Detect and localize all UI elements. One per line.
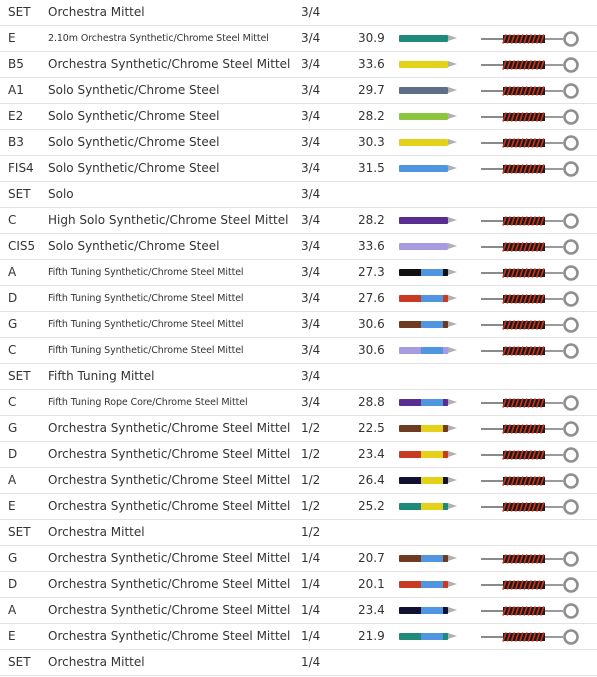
ball-end-icon (481, 239, 581, 255)
note-label: CIS5 (8, 239, 36, 253)
size-label: 3/4 (301, 317, 321, 331)
tension-value: 33.6 (358, 57, 385, 71)
note-label: D (8, 447, 18, 461)
tension-value: 20.1 (358, 577, 385, 591)
size-label: 3/4 (301, 135, 321, 149)
set-row (0, 364, 597, 390)
string-description: Fifth Tuning Synthetic/Chrome Steel Mittel (48, 293, 244, 304)
note-label: SET (8, 655, 31, 669)
string-row (0, 260, 597, 286)
tension-value: 30.6 (358, 343, 385, 357)
tension-value: 31.5 (358, 161, 385, 175)
size-label: 3/4 (301, 161, 321, 175)
note-label: SET (8, 187, 31, 201)
note-label: A (8, 473, 17, 487)
color-code-swatch (399, 165, 459, 172)
ball-end-icon (481, 499, 581, 515)
string-row (0, 494, 597, 520)
ball-end-icon (481, 31, 581, 47)
note-label: G (8, 551, 18, 565)
ball-end-icon (481, 161, 581, 177)
string-description: Solo Synthetic/Chrome Steel (48, 239, 220, 253)
tension-value: 22.5 (358, 421, 385, 435)
size-label: 3/4 (301, 83, 321, 97)
color-code-swatch (399, 607, 459, 614)
string-description: Orchestra Synthetic/Chrome Steel Mittel (48, 629, 291, 643)
note-label: D (8, 291, 18, 305)
string-description: 2.10m Orchestra Synthetic/Chrome Steel Mittel (48, 33, 269, 44)
size-label: 1/4 (301, 655, 321, 669)
color-code-swatch (399, 139, 459, 146)
size-label: 3/4 (301, 109, 321, 123)
ball-end-icon (481, 577, 581, 593)
tension-value: 23.4 (358, 447, 385, 461)
tension-value: 26.4 (358, 473, 385, 487)
string-row (0, 52, 597, 78)
ball-end-icon (481, 317, 581, 333)
set-row (0, 0, 597, 26)
color-code-swatch (399, 295, 459, 302)
string-row (0, 390, 597, 416)
string-description: Fifth Tuning Mittel (48, 369, 155, 383)
color-code-swatch (399, 35, 459, 42)
string-row (0, 312, 597, 338)
note-label: B3 (8, 135, 24, 149)
size-label: 3/4 (301, 239, 321, 253)
note-label: C (8, 343, 17, 357)
note-label: D (8, 577, 18, 591)
tension-value: 28.8 (358, 395, 385, 409)
string-description: Orchestra Mittel (48, 655, 145, 669)
note-label: G (8, 421, 18, 435)
size-label: 3/4 (301, 31, 321, 45)
size-label: 3/4 (301, 213, 321, 227)
set-row (0, 182, 597, 208)
tension-value: 23.4 (358, 603, 385, 617)
size-label: 1/4 (301, 603, 321, 617)
string-description: Solo Synthetic/Chrome Steel (48, 83, 220, 97)
string-row (0, 26, 597, 52)
color-code-swatch (399, 581, 459, 588)
size-label: 3/4 (301, 369, 321, 383)
tension-value: 30.3 (358, 135, 385, 149)
tension-value: 33.6 (358, 239, 385, 253)
set-row (0, 650, 597, 676)
size-label: 1/4 (301, 577, 321, 591)
color-code-swatch (399, 451, 459, 458)
string-row (0, 598, 597, 624)
size-label: 1/2 (301, 499, 321, 513)
color-code-swatch (399, 243, 459, 250)
string-description: Orchestra Synthetic/Chrome Steel Mittel (48, 499, 291, 513)
string-description: Solo Synthetic/Chrome Steel (48, 161, 220, 175)
note-label: A (8, 265, 17, 279)
tension-value: 20.7 (358, 551, 385, 565)
size-label: 3/4 (301, 265, 321, 279)
string-description: Orchestra Synthetic/Chrome Steel Mittel (48, 603, 291, 617)
ball-end-icon (481, 291, 581, 307)
ball-end-icon (481, 83, 581, 99)
color-code-swatch (399, 321, 459, 328)
tension-value: 30.6 (358, 317, 385, 331)
ball-end-icon (481, 629, 581, 645)
tension-value: 27.6 (358, 291, 385, 305)
ball-end-icon (481, 421, 581, 437)
string-description: Solo Synthetic/Chrome Steel (48, 135, 220, 149)
tension-value: 25.2 (358, 499, 385, 513)
string-description: Solo Synthetic/Chrome Steel (48, 109, 220, 123)
note-label: C (8, 395, 17, 409)
color-code-swatch (399, 503, 459, 510)
color-code-swatch (399, 477, 459, 484)
size-label: 1/2 (301, 421, 321, 435)
string-description: Fifth Tuning Synthetic/Chrome Steel Mittel (48, 319, 244, 330)
color-code-swatch (399, 217, 459, 224)
ball-end-icon (481, 57, 581, 73)
ball-end-icon (481, 109, 581, 125)
string-description: Fifth Tuning Rope Core/Chrome Steel Mittel (48, 397, 248, 408)
tension-value: 28.2 (358, 109, 385, 123)
tension-value: 21.9 (358, 629, 385, 643)
tension-value: 27.3 (358, 265, 385, 279)
note-label: SET (8, 369, 31, 383)
ball-end-icon (481, 213, 581, 229)
string-row (0, 468, 597, 494)
size-label: 3/4 (301, 343, 321, 357)
size-label: 1/2 (301, 447, 321, 461)
note-label: G (8, 317, 18, 331)
string-row (0, 442, 597, 468)
set-row (0, 520, 597, 546)
color-code-swatch (399, 633, 459, 640)
ball-end-icon (481, 473, 581, 489)
ball-end-icon (481, 395, 581, 411)
note-label: FIS4 (8, 161, 34, 175)
note-label: SET (8, 5, 31, 19)
size-label: 3/4 (301, 395, 321, 409)
string-description: Orchestra Synthetic/Chrome Steel Mittel (48, 577, 291, 591)
color-code-swatch (399, 347, 459, 354)
string-description: Orchestra Synthetic/Chrome Steel Mittel (48, 57, 291, 71)
note-label: E (8, 31, 16, 45)
string-row (0, 286, 597, 312)
color-code-swatch (399, 113, 459, 120)
size-label: 1/4 (301, 551, 321, 565)
note-label: E2 (8, 109, 24, 123)
size-label: 1/2 (301, 525, 321, 539)
size-label: 3/4 (301, 187, 321, 201)
string-row (0, 234, 597, 260)
size-label: 3/4 (301, 5, 321, 19)
color-code-swatch (399, 399, 459, 406)
note-label: C (8, 213, 17, 227)
tension-value: 28.2 (358, 213, 385, 227)
string-description: Orchestra Synthetic/Chrome Steel Mittel (48, 473, 291, 487)
string-row (0, 572, 597, 598)
color-code-swatch (399, 87, 459, 94)
string-description: Solo (48, 187, 74, 201)
note-label: E (8, 499, 16, 513)
color-code-swatch (399, 425, 459, 432)
string-description: Orchestra Synthetic/Chrome Steel Mittel (48, 551, 291, 565)
string-row (0, 130, 597, 156)
size-label: 1/4 (301, 629, 321, 643)
ball-end-icon (481, 551, 581, 567)
string-description: High Solo Synthetic/Chrome Steel Mittel (48, 213, 289, 227)
ball-end-icon (481, 343, 581, 359)
string-row (0, 624, 597, 650)
tension-value: 30.9 (358, 31, 385, 45)
string-description: Orchestra Mittel (48, 525, 145, 539)
ball-end-icon (481, 135, 581, 151)
string-row (0, 416, 597, 442)
note-label: E (8, 629, 16, 643)
size-label: 3/4 (301, 57, 321, 71)
size-label: 1/2 (301, 473, 321, 487)
string-row (0, 208, 597, 234)
ball-end-icon (481, 603, 581, 619)
color-code-swatch (399, 269, 459, 276)
string-row (0, 156, 597, 182)
note-label: A (8, 603, 17, 617)
note-label: SET (8, 525, 31, 539)
ball-end-icon (481, 447, 581, 463)
string-description: Fifth Tuning Synthetic/Chrome Steel Mittel (48, 345, 244, 356)
color-code-swatch (399, 61, 459, 68)
string-row (0, 338, 597, 364)
note-label: B5 (8, 57, 24, 71)
string-row (0, 78, 597, 104)
note-label: A1 (8, 83, 24, 97)
string-row (0, 546, 597, 572)
size-label: 3/4 (301, 291, 321, 305)
ball-end-icon (481, 265, 581, 281)
string-description: Orchestra Synthetic/Chrome Steel Mittel (48, 421, 291, 435)
string-description: Fifth Tuning Synthetic/Chrome Steel Mittel (48, 267, 244, 278)
color-code-swatch (399, 555, 459, 562)
string-description: Orchestra Mittel (48, 5, 145, 19)
string-row (0, 104, 597, 130)
tension-value: 29.7 (358, 83, 385, 97)
string-description: Orchestra Synthetic/Chrome Steel Mittel (48, 447, 291, 461)
